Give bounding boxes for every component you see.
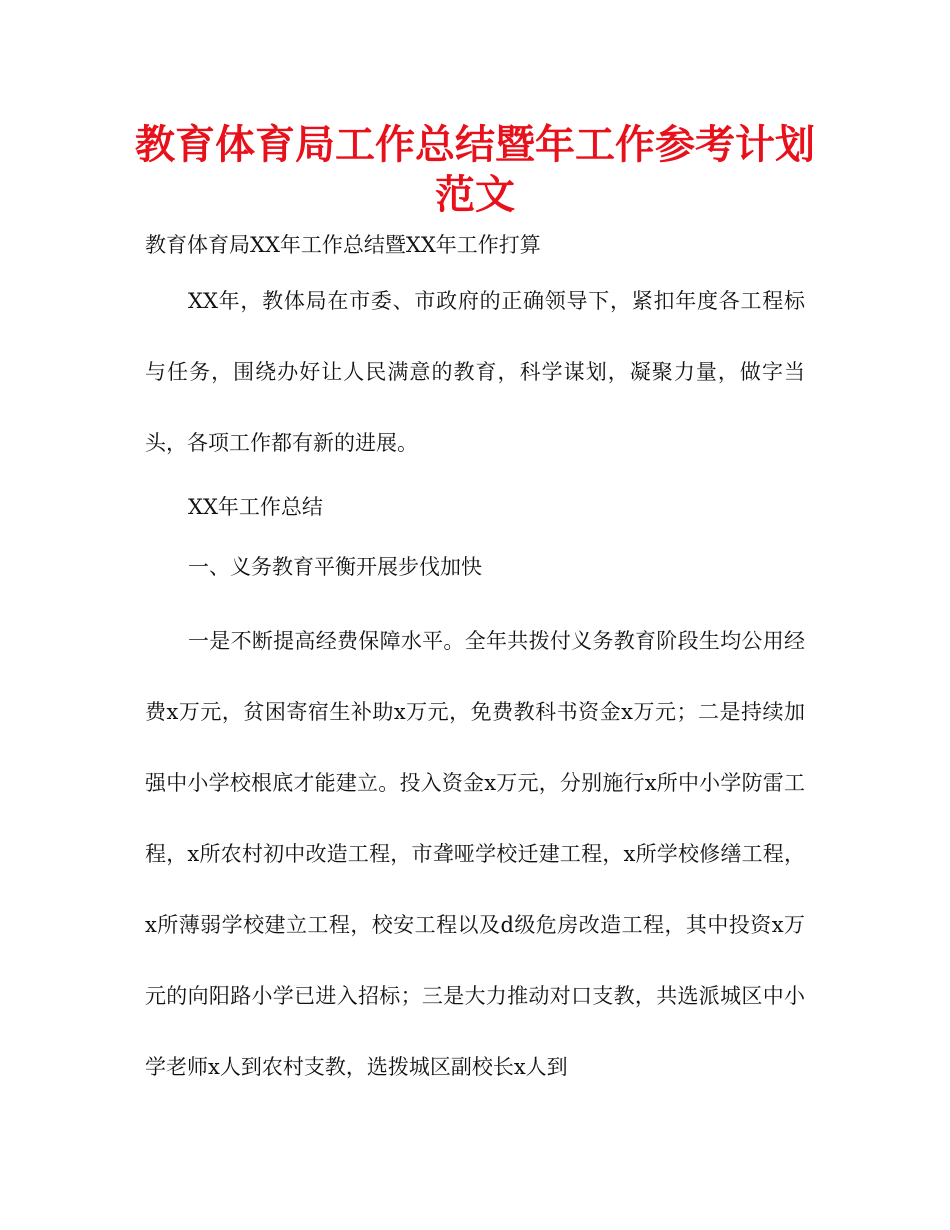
section-one-paragraph: 一是不断提高经费保障水平。全年共拨付义务教育阶段生均公用经费x万元，贫困寄宿生补助x万元，免费教科书资金x万元；二是持续加强中小学校根底才能建立。投入资金x万元，分别施行x所中小学防雷工程，x所农村初中改造工程，市聋哑学校迁建工程，x所学校修缮工程，x所薄弱学校建立工程，校安工程以及d级危房改造工程，其中投资x万元的向阳路小学已进入招标；三是大力推动对口支教，共选派城区中小学老师x人到农村支教，选拨城区副校长x人到 <box>145 629 805 1079</box>
intro-paragraph: XX年，教体局在市委、市政府的正确领导下，紧扣年度各工程标与任务，围绕办好让人民满意的教育，科学谋划，凝聚力量，做字当头，各项工作都有新的进展。 <box>145 289 805 455</box>
document-subtitle: 教育体育局XX年工作总结暨XX年工作打算 <box>145 233 541 257</box>
section-heading-summary: XX年工作总结 <box>188 495 323 519</box>
document-title: 教育体育局工作总结暨年工作参考计划范文 <box>135 122 815 218</box>
section-heading-one: 一、义务教育平衡开展步伐加快 <box>188 555 482 579</box>
